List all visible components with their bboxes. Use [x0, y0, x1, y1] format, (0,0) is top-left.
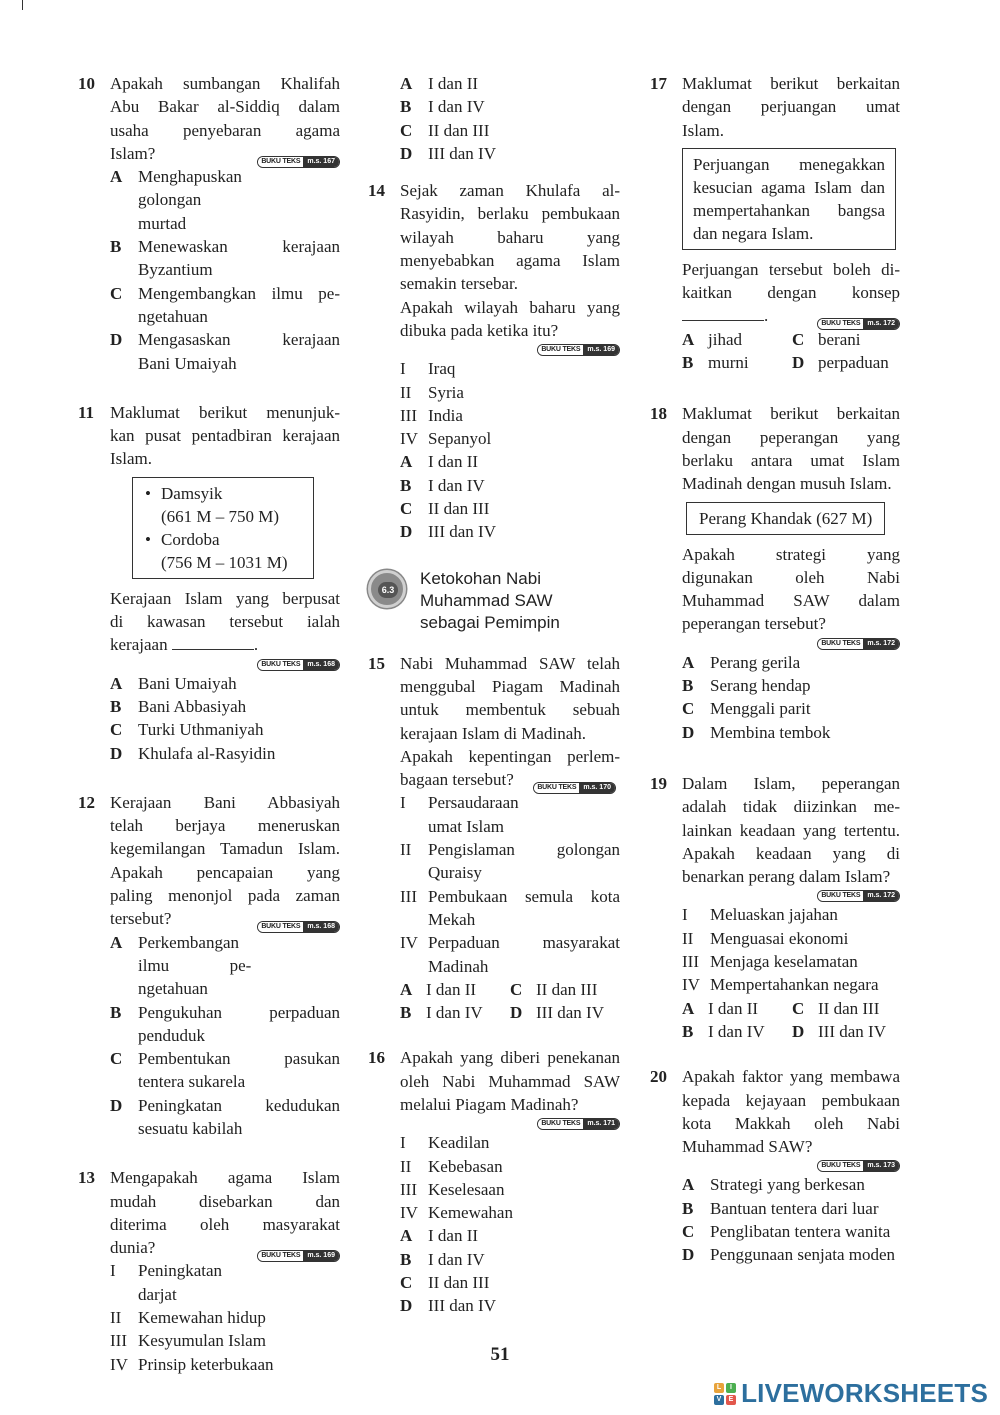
question-stem: Apakah yang diberi penekanan oleh Nabi Muhammad SAW melalui Piagam Madinah? [400, 1048, 620, 1114]
option-a[interactable]: A jihad [682, 329, 742, 349]
option-b[interactable]: B I dan IV [400, 475, 485, 495]
statement-item: III Keselesaan [400, 1179, 505, 1199]
option-c[interactable]: C II dan III [400, 120, 490, 140]
section-badge-icon: 6.3 [368, 570, 406, 608]
textbook-ref-badge: BUKU TEKS m.s. 168 [257, 659, 340, 671]
textbook-ref-badge: BUKU TEKS m.s. 172 [817, 318, 900, 330]
question-16 [368, 1046, 620, 1317]
option-d[interactable]: D perpaduan [792, 353, 889, 373]
statement-item: I Meluaskan jajahan [682, 905, 838, 925]
column-2 [368, 72, 620, 1338]
statement-item: II Syria [400, 382, 464, 402]
statement-item: IV Perpaduan masyarakat Madinah [400, 933, 620, 976]
liveworksheets-logo-icon: L I V E [714, 1383, 736, 1405]
textbook-ref-badge: BUKU TEKS m.s. 167 [257, 156, 340, 168]
page-number: 51 [490, 1344, 510, 1365]
question-stem: Dalam Islam, peperangan adalah tidak diizinkan me- lainkan keadaan yang tertentu. Apakah keadaan yang di benarkan perang dalam Islam? [682, 773, 900, 887]
question-prompt: Kerajaan Islam yang berpusat di kawasan tersebut ialah kerajaan . [110, 588, 340, 655]
statement-item: I Persaudaraan umat Islam [400, 793, 519, 836]
info-box: Perjuangan menegakkan kesucian agama Islam dan mempertahankan bangsa dan negara Islam. [682, 148, 896, 250]
option-a[interactable]: A I dan II [682, 998, 759, 1018]
question-prompt: Perjuangan tersebut boleh di- kaitkan dengan konsep BUKU TEKS m.s. 172 . [682, 258, 900, 328]
options-grid [682, 328, 889, 375]
option-a[interactable]: A Perkembangan ilmu pe- ngetahuan [110, 932, 252, 999]
question-number: 14 [368, 181, 385, 201]
statement-item: IV Kemewahan [400, 1203, 513, 1223]
section-heading [368, 564, 620, 640]
question-15 [368, 652, 620, 1025]
option-d[interactable]: D Khulafa al-Rasyidin [110, 743, 276, 763]
option-a[interactable]: A Perang gerila [682, 652, 801, 672]
option-d[interactable]: D Membina tembok [682, 722, 831, 742]
option-b[interactable]: B Pengukuhan perpaduan penduduk [110, 1002, 340, 1045]
statement-item: III Pembukaan semula kota Mekah [400, 886, 620, 929]
question-number: 15 [368, 653, 385, 673]
question-10 [78, 72, 340, 375]
column-1 [78, 72, 340, 1396]
question-stem: Nabi Muhammad SAW telah menggubal Piagam Madinah untuk membentuk sebuah kerajaan Islam di Madinah. Apakah kepentingan perlem- BUKU TEKS m.s. 170 bagaan tersebut? [400, 652, 620, 792]
textbook-ref-badge: BUKU TEKS m.s. 171 [537, 1118, 620, 1130]
question-stem: Mengapakah agama Islam mudah disebarkan dan diterima oleh masyarakat BUKU TEKS m.s. 169 dunia? [110, 1166, 340, 1259]
textbook-ref-badge: BUKU TEKS m.s. 169 [257, 1250, 340, 1262]
column-3 [650, 72, 900, 1287]
answer-blank [682, 307, 764, 321]
textbook-ref-badge: BUKU TEKS m.s. 169 [537, 344, 620, 356]
textbook-ref-badge: BUKU TEKS m.s. 173 [817, 1160, 900, 1172]
question-stem: Kerajaan Bani Abbasiyah telah berjaya meneruskan kegemilangan Tamadun Islam. Apakah pencapaian yang paling menonjol pada zaman BUKU TEKS m.s. 168 tersebut? [110, 791, 340, 931]
statement-item: II Menguasai ekonomi [682, 928, 849, 948]
option-c[interactable]: C berani [792, 329, 861, 349]
textbook-ref-badge: BUKU TEKS m.s. 172 [817, 638, 900, 650]
liveworksheets-watermark[interactable] [714, 1378, 988, 1409]
option-b[interactable]: B I dan IV [682, 1021, 765, 1041]
statement-item: I Iraq [400, 359, 456, 379]
statement-item: IV Sepanyol [400, 429, 492, 449]
question-stem: Apakah faktor yang membawa kepada kejayaan pembukaan kota Makkah oleh Nabi Muhammad SAW? [682, 1067, 900, 1157]
option-b[interactable]: B I dan IV [400, 1003, 483, 1023]
option-b[interactable]: B Bani Abbasiyah [110, 696, 247, 716]
options-grid [400, 978, 620, 1025]
option-b[interactable]: B Menewaskan kerajaan Byzantium [110, 237, 340, 280]
question-number: 20 [650, 1067, 667, 1087]
option-a[interactable]: A Strategi yang berkesan [682, 1175, 865, 1195]
question-number: 11 [78, 402, 95, 422]
option-d[interactable]: D III dan IV [510, 1003, 604, 1023]
question-number: 18 [650, 404, 667, 424]
brand-name: LIVEWORKSHEETS [741, 1378, 988, 1408]
option-c[interactable]: C Penglibatan tentera wanita [682, 1221, 891, 1241]
option-c[interactable]: C Mengembangkan ilmu pe- ngetahuan [110, 283, 340, 326]
question-20 [650, 1065, 900, 1266]
question-14 [368, 179, 620, 543]
question-stem: Maklumat berikut berkaitan dengan perjuangan umat Islam. [682, 74, 900, 140]
statement-item: IV Prinsip keterbukaan [110, 1354, 274, 1374]
info-box: Perang Khandak (627 M) [686, 502, 885, 535]
statement-item: IV Mempertahankan negara [682, 975, 879, 995]
option-c[interactable]: C II dan III [792, 998, 880, 1018]
option-b[interactable]: B Bantuan tentera dari luar [682, 1198, 879, 1218]
option-c[interactable]: C Menggali parit [682, 699, 811, 719]
options-grid [682, 997, 900, 1044]
option-d[interactable]: D III dan IV [400, 522, 496, 542]
question-number: 12 [78, 792, 95, 812]
option-a[interactable]: A Menghapuskan golongan murtad [110, 167, 242, 233]
option-c[interactable]: C II dan III [400, 499, 490, 519]
option-d[interactable]: D III dan IV [400, 1296, 496, 1316]
question-17 [650, 72, 900, 374]
option-b[interactable]: B I dan IV [400, 97, 485, 117]
statement-item: II Kebebasan [400, 1156, 503, 1176]
option-b[interactable]: B murni [682, 353, 749, 373]
option-c[interactable]: C II dan III [400, 1273, 490, 1293]
statement-item: III India [400, 405, 463, 425]
question-number: 13 [78, 1168, 95, 1188]
option-d[interactable]: D III dan IV [792, 1021, 886, 1041]
statement-item: I Keadilan [400, 1133, 490, 1153]
statement-item: II Kemewahan hidup [110, 1308, 266, 1328]
answer-blank [172, 636, 254, 650]
question-12 [78, 791, 340, 1140]
option-a[interactable]: A I dan II [400, 74, 479, 93]
option-a[interactable]: A Bani Umaiyah [110, 673, 237, 693]
option-a[interactable]: A I dan II [400, 979, 477, 999]
textbook-ref-badge: BUKU TEKS m.s. 170 [533, 782, 616, 794]
question-stem: Apakah sumbangan Khalifah Abu Bakar al-Siddiq dalam usaha penyebaran agama BUKU TEKS m.s. 167 Islam? [110, 72, 340, 165]
question-18 [650, 402, 900, 744]
option-d[interactable]: D Penggunaan senjata moden [682, 1245, 896, 1265]
option-c[interactable]: C Turki Uthmaniyah [110, 720, 264, 740]
section-title: Ketokohan Nabi Muhammad SAW sebagai Pemimpin [420, 568, 560, 632]
option-c[interactable]: C Pembentukan pasukan tentera sukarela [110, 1049, 340, 1092]
question-number: 19 [650, 773, 667, 793]
statement-item: III Kesyumulan Islam [110, 1331, 266, 1351]
question-number: 17 [650, 74, 667, 93]
question-number: 16 [368, 1048, 385, 1068]
question-stem: Maklumat berikut berkaitan dengan peperangan yang berlaku antara umat Islam Madinah dengan musuh Islam. [682, 404, 900, 494]
question-stem: Maklumat berikut menunjuk- kan pusat pentadbiran kerajaan Islam. [110, 402, 340, 469]
question-prompt: Apakah strategi yang digunakan oleh Nabi Muhammad SAW dalam peperangan tersebut? [682, 544, 900, 634]
textbook-ref-badge: BUKU TEKS m.s. 172 [817, 890, 900, 902]
option-a[interactable]: A I dan II [400, 1226, 479, 1246]
option-a[interactable]: A I dan II [400, 452, 479, 472]
option-c[interactable]: C II dan III [510, 979, 598, 999]
option-b[interactable]: B I dan IV [400, 1249, 485, 1269]
question-stem: Sejak zaman Khulafa al- Rasyidin, berlaku pembukaan wilayah baharu yang menyebabkan agama Islam semakin tersebar. Apakah wilayah baharu yang dibuka pada ketika itu? [400, 181, 620, 340]
statement-item: II Pengislaman golongan Quraisy [400, 840, 620, 883]
option-b[interactable]: B Serang hendap [682, 676, 811, 696]
option-d[interactable]: D III dan IV [400, 143, 496, 163]
corner-mark [22, 0, 23, 10]
option-d[interactable]: D Peningkatan kedudukan sesuatu kabilah [110, 1095, 340, 1138]
statement-item: III Menjaga keselamatan [682, 952, 858, 972]
textbook-ref-badge: BUKU TEKS m.s. 168 [257, 921, 340, 933]
info-box: • Damsyik (661 M – 750 M) • Cordoba (756 M – 1031 M) [132, 477, 314, 579]
question-number: 10 [78, 74, 95, 93]
question-11 [78, 401, 340, 765]
statement-item: I Peningkatan darjat [110, 1261, 223, 1304]
question-19 [650, 772, 900, 1043]
question-13-options [368, 72, 620, 165]
option-d[interactable]: D Mengasaskan kerajaan Bani Umaiyah [110, 330, 340, 373]
